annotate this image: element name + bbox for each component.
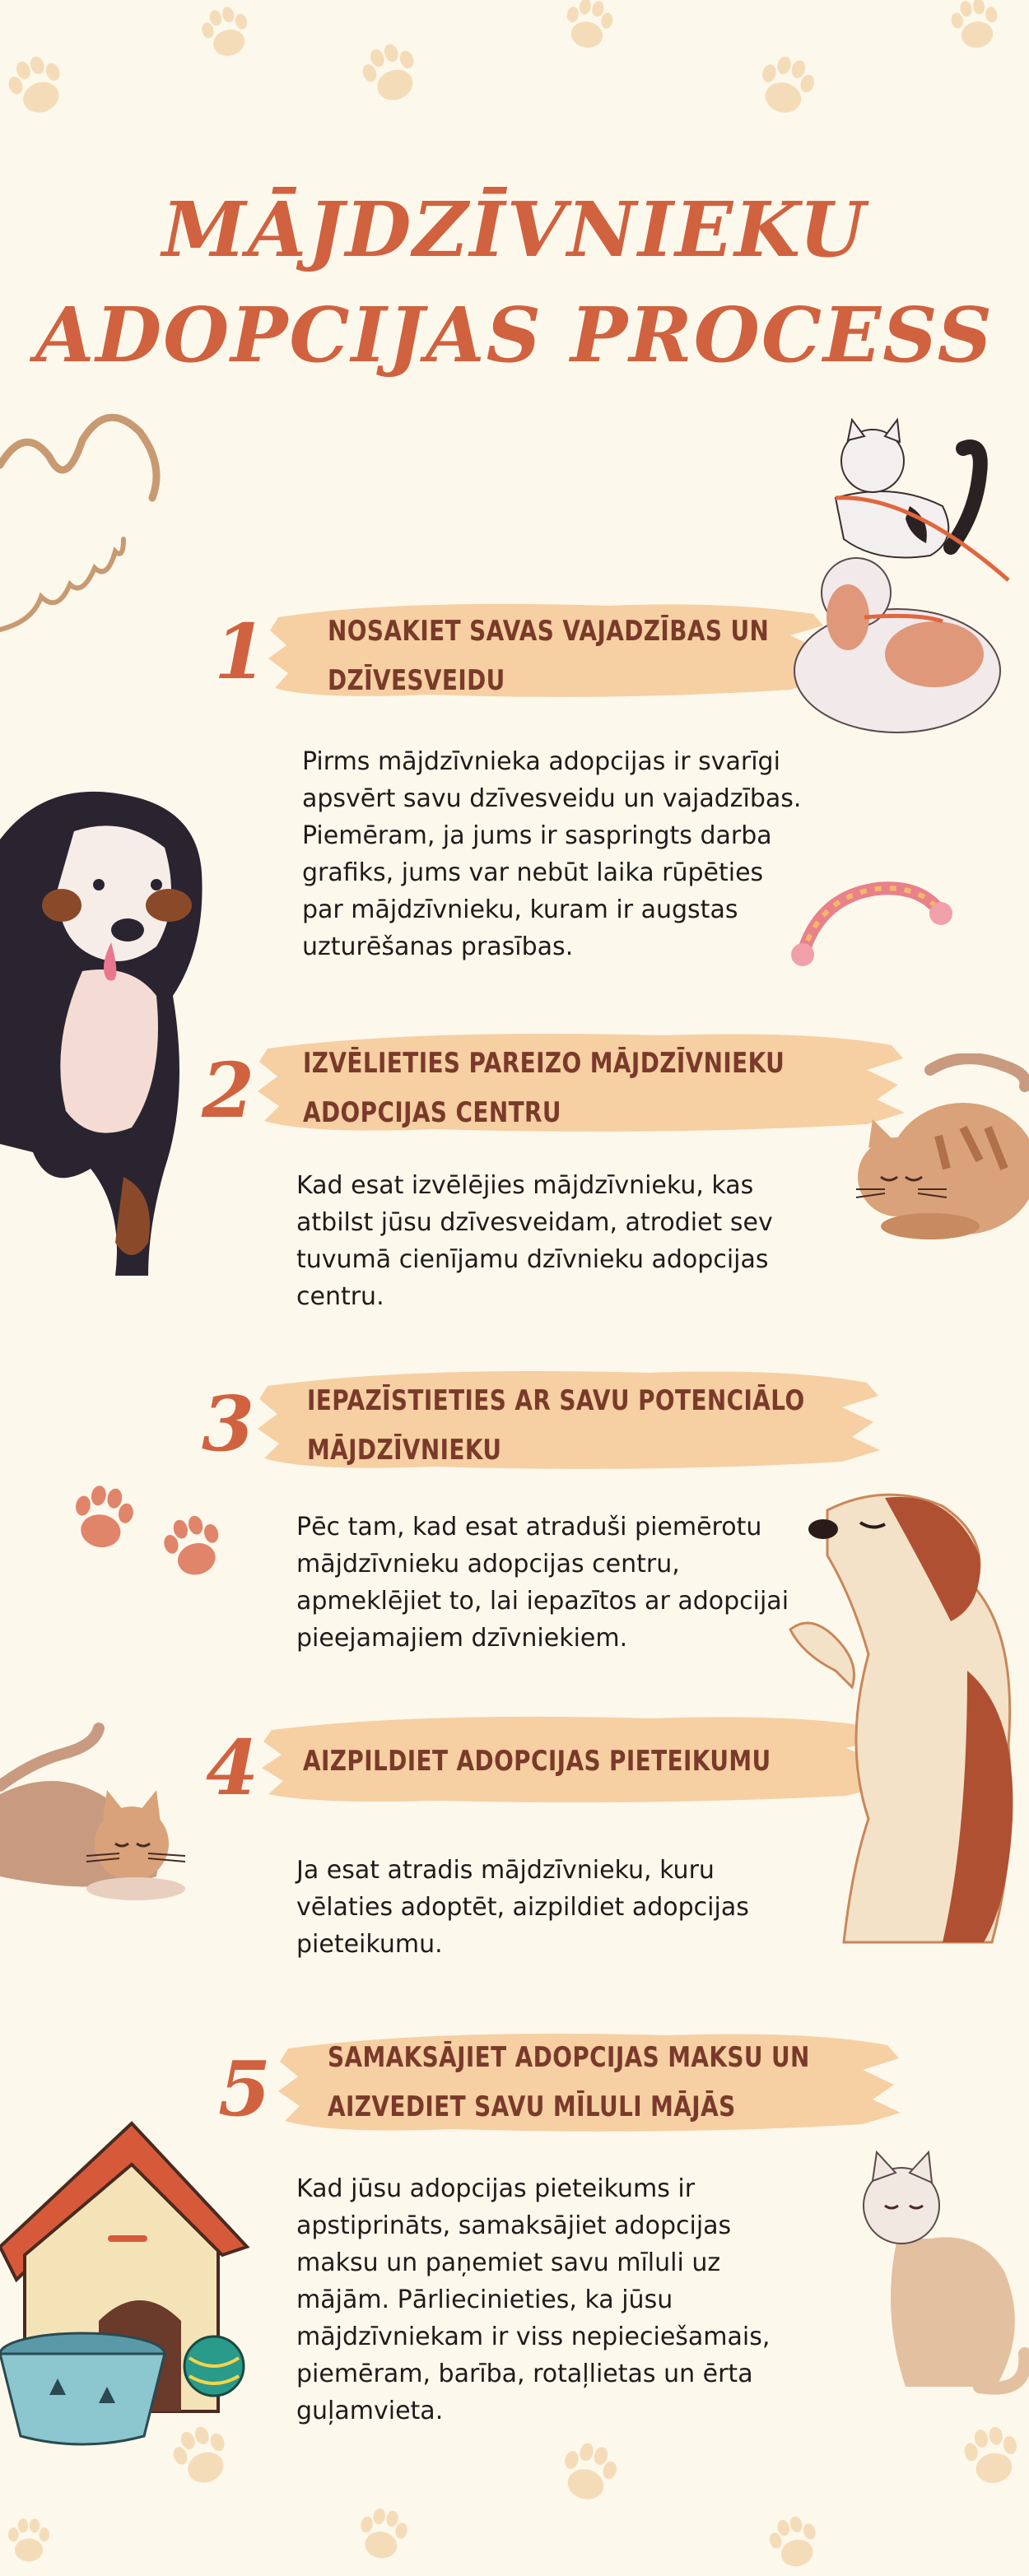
step-3-number: 3 [202,1379,255,1468]
step-1-number: 1 [214,607,268,696]
pet-bowl-icon [0,2329,181,2453]
paw-print-icon [552,2436,626,2510]
paw-print-icon [0,49,74,123]
paw-print-icon [346,2502,420,2568]
step-3-heading-line-1: IEPAZĪSTIETIES AR SAVU POTENCIĀLO [307,1384,805,1417]
step-1-heading [328,607,769,705]
step-3-body: Pēc tam, kad esat atraduši piemērotu mājdzīvnieku adopcijas centru, apmeklējiet to, lai iepazītos ar adopcijai pieejamajiem dzīvniekiem. [296,1513,789,1653]
rope-toy-icon [786,864,959,971]
paw-print-icon [955,2420,1029,2494]
step-1-heading-line-2: DZĪVESVEIDU [328,664,505,697]
paw-print-icon [757,2510,831,2576]
paw-print-icon [552,0,626,53]
paw-print-icon [749,49,823,123]
paw-print-icon [62,1477,144,1560]
cat-icon [0,1712,210,1909]
step-1-heading-line-1: NOSAKIET SAVAS VAJADZĪBAS UN [328,615,770,648]
step-5-heading [328,2033,810,2132]
step-5-number: 5 [218,2044,272,2133]
step-1-body: Pirms mājdzīvnieka adopcijas ir svarīgi apsvērt savu dzīvesveidu un vajadzības. Piemēram, ja jums ir saspringts darba grafiks, jums var nebūt laika rūpēties par mājdzīvnieku, kuram ir augstas uzturēšanas prasības. [302,747,802,961]
step-5-body: Kad jūsu adopcijas pieteikums ir apstiprināts, samaksājiet adopcijas maksu un paņemiet savu mīluli uz mājām. Pārliecinieties, ka jūsu mājdzīvniekam ir viss nepieciešamais, piemēram, barība, rotaļlietas un ērta guļamvieta. [296,2174,771,2425]
step-4-heading [303,1737,771,1786]
step-2-number: 2 [202,1046,255,1135]
paw-print-icon [354,37,428,111]
step-2-body: Kad esat izvēlējies mājdzīvnieku, kas atbilst jūsu dzīvesveidam, atrodiet sev tuvumā cienījamu dzīvnieku adopcijas centru. [296,1171,773,1311]
step-2-heading-line-1: IZVĒLIETIES PAREIZO MĀJDZĪVNIEKU [303,1047,785,1080]
squiggle-decoration [0,407,165,646]
step-5-heading-line-1: SAMAKSĀJIET ADOPCIJAS MAKSU UN [328,2041,810,2074]
step-2-heading [303,1039,785,1137]
cat-and-dog-icon [786,416,1029,745]
page-title-line-2: ADOPCIJAS PROCESS [35,291,994,379]
paw-print-icon [189,4,263,62]
page-title [0,177,1029,388]
ball-icon [181,2333,247,2399]
step-4-number: 4 [206,1723,259,1812]
page-title-line-1: MĀJDZĪVNIEKU [161,185,868,274]
dog-icon [778,1473,1029,1951]
step-3-heading [307,1376,805,1475]
step-5-heading-line-2: AIZVEDIET SAVU MĪLULI MĀJĀS [328,2090,736,2123]
step-2-heading-line-2: ADOPCIJAS CENTRU [303,1096,561,1129]
paw-print-icon [0,2510,58,2572]
cat-icon [831,2148,1029,2403]
paw-print-icon [938,0,1013,53]
step-4-heading-line-1: AIZPILDIET ADOPCIJAS PIETEIKUMU [303,1745,771,1778]
step-3-heading-line-2: MĀJDZĪVNIEKU [307,1434,502,1467]
dog-icon [0,782,214,1292]
step-4-body: Ja esat atradis mājdzīvnieku, kuru vēlaties adoptēt, aizpildiet adopcijas pieteikumu. [296,1856,749,1959]
paw-print-icon [152,1506,235,1588]
cat-icon [840,1053,1029,1251]
